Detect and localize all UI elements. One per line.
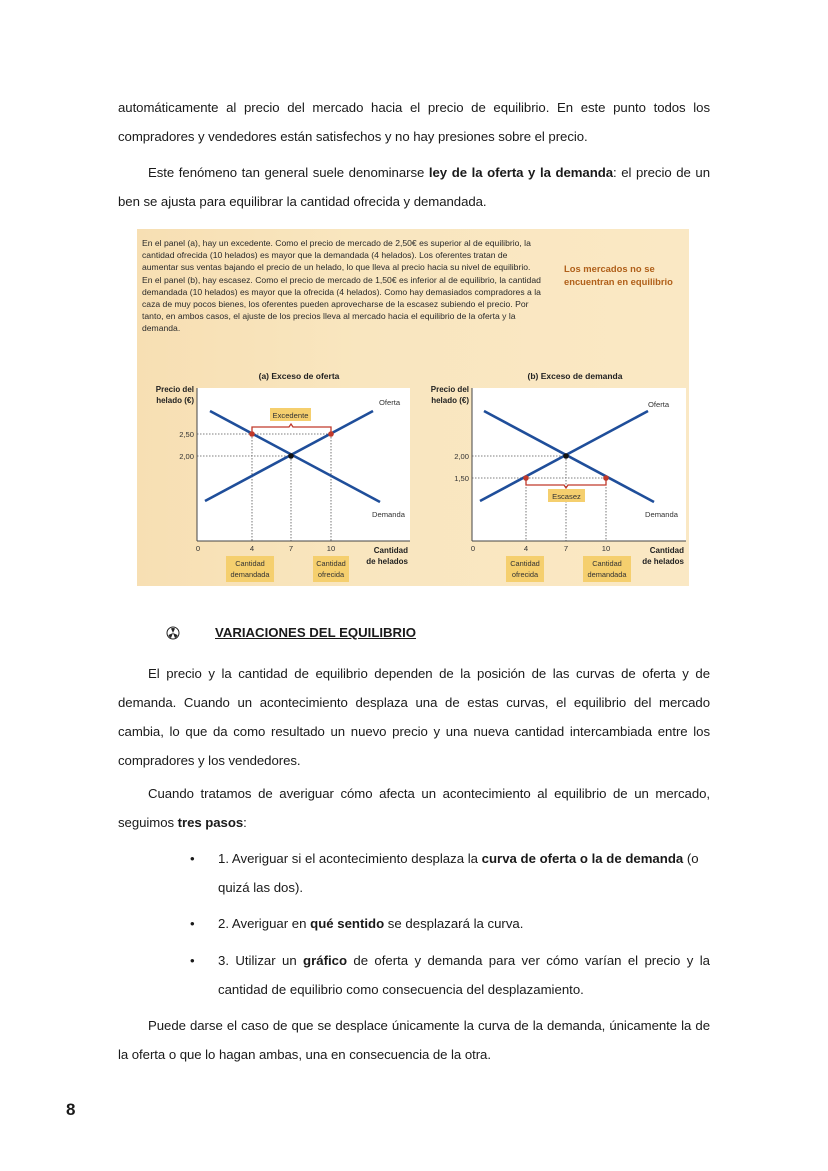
- chart-a-ylabel: helado (€): [156, 396, 194, 405]
- figure-side-note: Los mercados no se encuentran en equilibrio: [564, 263, 673, 287]
- svg-text:7: 7: [288, 544, 294, 553]
- svg-text:0: 0: [195, 544, 201, 553]
- chart-a-ylabel: Precio del: [155, 385, 194, 394]
- chart-a-title: (a) Exceso de oferta: [258, 371, 340, 381]
- svg-text:Oferta: Oferta: [648, 400, 670, 409]
- chart-a-oferta-label: Oferta: [379, 398, 401, 407]
- svg-text:helado (€): helado (€): [431, 396, 469, 405]
- svg-text:2,00: 2,00: [454, 452, 469, 461]
- svg-text:10: 10: [326, 544, 336, 553]
- chart-b: [431, 371, 686, 582]
- svg-text:ofrecida: ofrecida: [511, 570, 539, 579]
- svg-text:10: 10: [601, 544, 611, 553]
- svg-text:7: 7: [563, 544, 569, 553]
- supply-demand-charts: [137, 229, 689, 586]
- svg-text:Cantidad: Cantidad: [235, 559, 265, 568]
- svg-text:Cantidad: Cantidad: [649, 546, 684, 555]
- bold-term: ley de la oferta y la demanda: [428, 165, 614, 180]
- chart-a-xlabel: Cantidad: [373, 546, 408, 555]
- paragraph-variations: El precio y la cantidad de equilibrio dependen de la posición de las curvas de oferta y de demanda. Cuando un acontecimiento desplaza una de estas curvas, el equilibrio del mercado cambia, lo que da como resultado un nuevo precio y una nueva cantidad intercambiada entre los compradores y los vendedores.: [118, 666, 710, 768]
- svg-text:2,00: 2,00: [179, 452, 194, 461]
- excedente-label: Excedente: [272, 411, 309, 420]
- bold-term: tres pasos: [177, 815, 244, 830]
- bullet-icon: •: [190, 953, 195, 968]
- paragraph-steps-intro: Cuando tratamos de averiguar cómo afecta un acontecimiento al equilibrio de un mercado, seguimos tres pasos:: [118, 786, 710, 830]
- escasez-label: Escasez: [552, 492, 581, 501]
- svg-text:4: 4: [249, 544, 255, 553]
- paragraph-law: Este fenómeno tan general suele denominarse ley de la oferta y la demanda: el precio de un ben se ajusta para equilibrar la cantidad ofrecida y demandada.: [118, 165, 710, 209]
- section-heading: [166, 625, 416, 640]
- chart-b-title: (b) Exceso de demanda: [527, 371, 623, 381]
- svg-text:Cantidad: Cantidad: [592, 559, 622, 568]
- chart-a: [156, 371, 410, 582]
- chart-a-demanda-label: Demanda: [372, 510, 405, 519]
- figure-caption: En el panel (a), hay un excedente. Como el precio de mercado de 2,50€ es superior al de equilibrio, la cantidad ofrecida (10 helados) es mayor que la demandada (4 helados). Los oferentes tratan de aumentar sus ventas bajando el precio de un helado, lo que lleva al precio hacia su nivel de equilibrio. En el panel (b), hay escasez. Como el precio de mercado de 1,50€ es inferior al de equilibrio, la cantidad demandada (10 helados) es mayor que la ofrecida (4 helados). Como hay demasiados compradores a la caza de muy pocos bienes, los oferentes pueden aprovecharse de la escasez subiendo el precio. Por tanto, en ambos casos, el ajuste de los precios lleva al mercado hacia el equilibrio de la oferta y la demanda.: [142, 238, 541, 334]
- chart-a-xlabel: de helados: [366, 557, 408, 566]
- paragraph-line: automáticamente al precio del mercado hacia el precio de equilibrio. En este punto todos los: [118, 100, 710, 115]
- propeller-symbol-icon: [166, 626, 180, 640]
- svg-text:demandada: demandada: [587, 570, 627, 579]
- svg-text:Precio del: Precio del: [430, 385, 469, 394]
- bullet-icon: •: [190, 916, 195, 931]
- svg-text:2,50: 2,50: [179, 430, 194, 439]
- svg-text:Cantidad: Cantidad: [510, 559, 540, 568]
- svg-text:de helados: de helados: [642, 557, 684, 566]
- svg-text:ofrecida: ofrecida: [317, 570, 345, 579]
- svg-text:4: 4: [523, 544, 529, 553]
- bullet-icon: •: [190, 851, 195, 866]
- paragraph-line: compradores y vendedores están satisfechos y no hay presiones sobre el precio.: [118, 129, 588, 144]
- svg-text:Demanda: Demanda: [645, 510, 678, 519]
- svg-text:1,50: 1,50: [454, 474, 469, 483]
- svg-text:0: 0: [470, 544, 476, 553]
- svg-text:Cantidad: Cantidad: [316, 559, 346, 568]
- paragraph-closing: Puede darse el caso de que se desplace únicamente la curva de la demanda, únicamente la de la oferta o que lo hagan ambas, una en consecuencia de la otra.: [118, 1018, 710, 1062]
- svg-text:demandada: demandada: [230, 570, 270, 579]
- paragraph-intro: [118, 93, 710, 151]
- figure-box: [137, 229, 689, 586]
- section-title: VARIACIONES DEL EQUILIBRIO: [215, 625, 417, 640]
- page-number: 8: [66, 1100, 76, 1119]
